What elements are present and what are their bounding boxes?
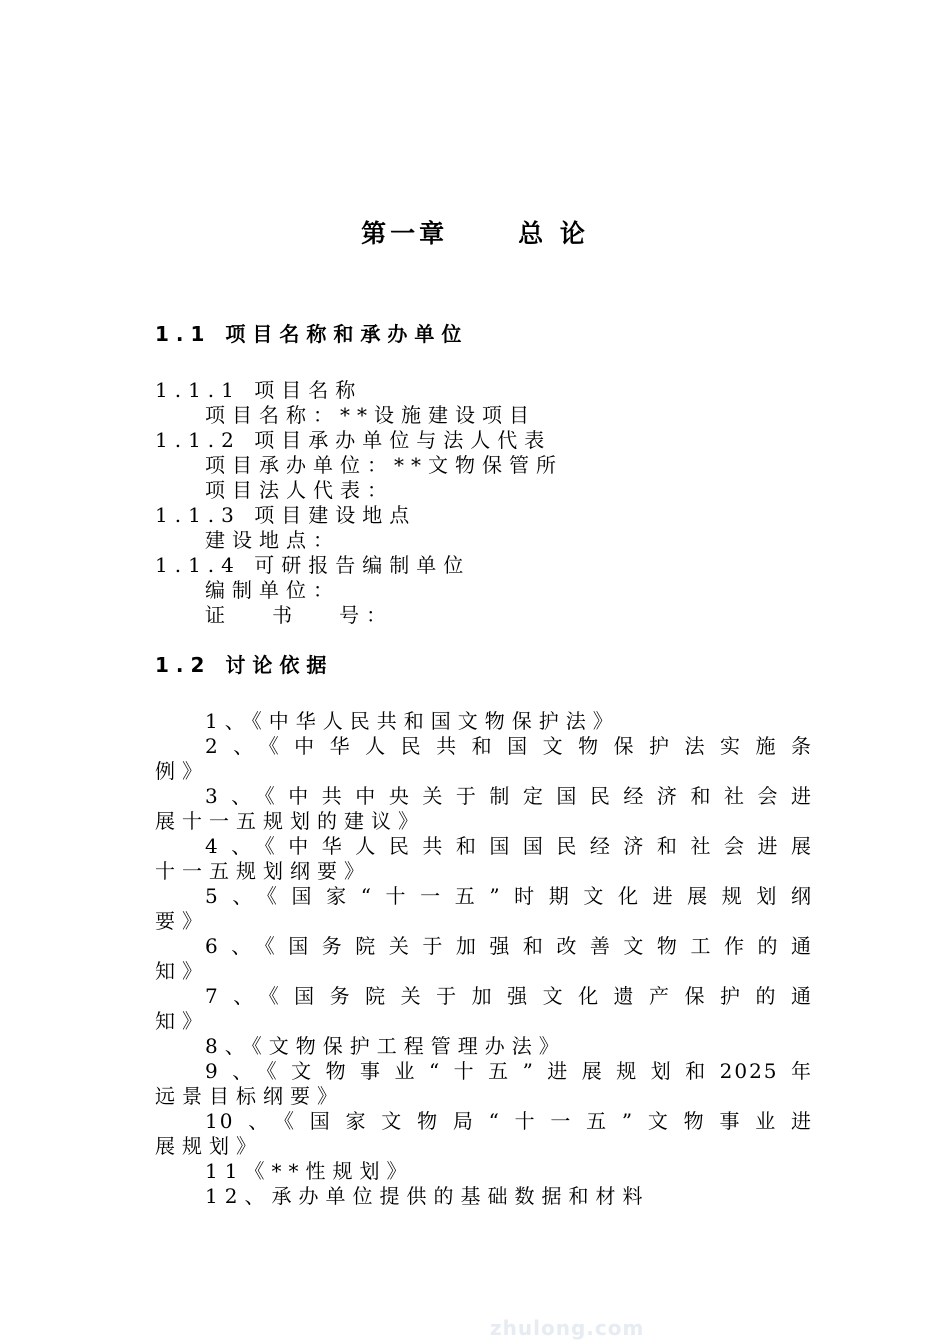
section-heading-1-1: 1.1 项目名称和承办单位: [155, 322, 469, 346]
location-line: 建设地点：: [205, 528, 340, 552]
ref-item-4: 4、《中华人民共和国国民经济和社会进展: [205, 834, 813, 858]
ref-item-4-cont: 十一五规划纲要》: [155, 859, 371, 883]
ref-item-2: 2、《中华人民共和国文物保护法实施条: [205, 734, 813, 758]
ref-item-6-cont: 知》: [155, 959, 209, 983]
subsection-1-1-1: 1.1.1 项目名称: [155, 378, 363, 402]
ref-item-10: 10、《国家文物局“十一五”文物事业进: [205, 1109, 813, 1133]
compiler-line: 编制单位：: [205, 578, 340, 602]
section-heading-1-2: 1.2 讨论依据: [155, 653, 334, 677]
ref-item-3-cont: 展十一五规划的建议》: [155, 809, 425, 833]
ref-item-9: 9、《文物事业“十五”进展规划和2025年: [205, 1059, 813, 1083]
ref-item-10-cont: 展规划》: [155, 1134, 263, 1158]
chapter-title: [0, 214, 950, 250]
ref-item-2-cont: 例》: [155, 759, 209, 783]
ref-item-11: 11《**性规划》: [205, 1159, 414, 1183]
ref-item-9-cont: 远景目标纲要》: [155, 1084, 344, 1108]
ref-item-12: 12、承办单位提供的基础数据和材料: [205, 1184, 650, 1208]
watermark: zhulong.com: [490, 1316, 645, 1340]
chapter-number: 第一章: [361, 219, 449, 248]
ref-item-7-cont: 知》: [155, 1009, 209, 1033]
chapter-name: 总 论: [518, 219, 589, 248]
ref-item-6: 6、《国务院关于加强和改善文物工作的通: [205, 934, 813, 958]
ref-item-5: 5、《国家“十一五”时期文化进展规划纲: [205, 884, 813, 908]
legal-rep-line: 项目法人代表：: [205, 478, 394, 502]
ref-item-1: 1、《中华人民共和国文物保护法》: [205, 709, 620, 733]
subsection-1-1-2: 1.1.2 项目承办单位与法人代表: [155, 428, 552, 452]
ref-item-5-cont: 要》: [155, 909, 209, 933]
ref-item-8: 8、《文物保护工程管理办法》: [205, 1034, 566, 1058]
subsection-1-1-3: 1.1.3 项目建设地点: [155, 503, 417, 527]
project-name-line: 项目名称：**设施建设项目: [205, 403, 536, 427]
subsection-1-1-4: 1.1.4 可研报告编制单位: [155, 553, 471, 577]
ref-item-3: 3、《中共中央关于制定国民经济和社会进: [205, 784, 813, 808]
certificate-line: 证 书 号：: [205, 603, 394, 627]
ref-item-7: 7、《国务院关于加强文化遗产保护的通: [205, 984, 813, 1008]
project-unit-line: 项目承办单位：**文物保管所: [205, 453, 563, 477]
